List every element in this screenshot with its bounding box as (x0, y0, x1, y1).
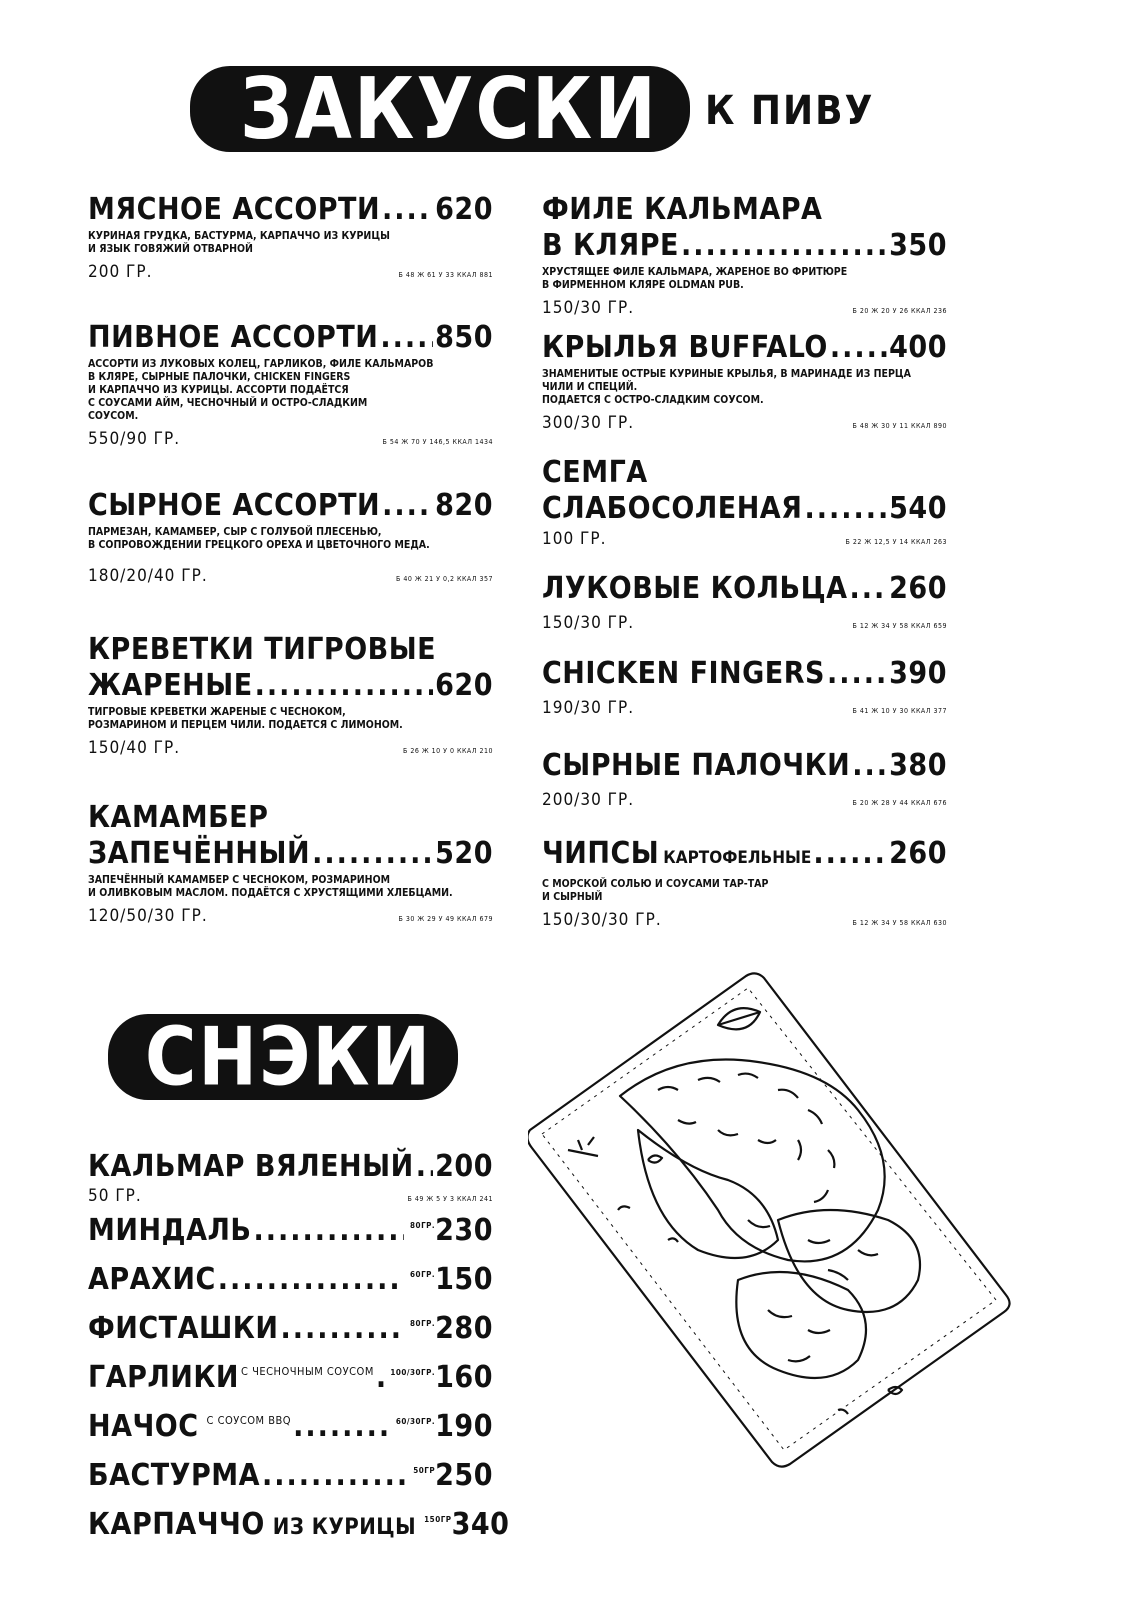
item-name: СЫРНЫЕ ПАЛОЧКИ (542, 748, 851, 783)
item-nutrition: Б 41 Ж 10 У 30 ККАЛ 377 (852, 707, 947, 715)
item-grams: 80ГР. (410, 1319, 436, 1328)
item-weight: 300/30 ГР. (542, 413, 635, 433)
item-weight: 150/30/30 ГР. (542, 910, 662, 930)
item-nutrition: Б 48 Ж 61 У 33 ККАЛ 881 (398, 271, 493, 279)
item-note: ИЗ КУРИЦЫ (272, 1515, 417, 1540)
leader-dots (852, 748, 887, 784)
item-price: 520 (435, 836, 493, 871)
item-name-line1: ФИЛЕ КАЛЬМАРА (542, 192, 823, 227)
item-name-line1: СЕМГА (542, 455, 648, 490)
leader-dots (280, 1308, 404, 1350)
item-price: 390 (889, 656, 947, 691)
item-name: БАСТУРМА (88, 1458, 261, 1493)
snack-item (88, 1308, 493, 1357)
item-price: 350 (889, 228, 947, 263)
item-description: АССОРТИ ИЗ ЛУКОВЫХ КОЛЕЦ, ГАРЛИКОВ, ФИЛЕ КАЛЬМАРОВ В КЛЯРЕ, СЫРНЫЕ ПАЛОЧКИ, CHICKEN FINGERS И КАРПАЧЧО ИЗ КУРИЦЫ. АССОРТИ ПОДАЁТСЯ С СОУСАМИ АЙМ, ЧЕСНОЧНЫЙ И ОСТРО-СЛАДКИМ СОУСОМ. (88, 358, 434, 422)
item-name-line1: КАМАМБЕР (88, 800, 269, 835)
chicken-wings-icon (528, 970, 1018, 1470)
item-name-line1: КРЕВЕТКИ ТИГРОВЫЕ (88, 632, 437, 667)
leader-dots (312, 836, 433, 872)
leader-dots (382, 488, 433, 524)
snack-item (88, 1504, 510, 1553)
item-price: 200 (435, 1149, 493, 1184)
item-price: 160 (435, 1360, 493, 1395)
item-name: АРАХИС (88, 1262, 216, 1297)
item-price: 620 (435, 668, 493, 703)
item-nutrition: Б 40 Ж 21 У 0,2 ККАЛ 357 (396, 575, 493, 583)
item-name: КАЛЬМАР ВЯЛЕНЫЙ (88, 1149, 414, 1184)
leader-dots (830, 330, 887, 366)
item-price: 230 (435, 1213, 493, 1248)
item-name: КРЫЛЬЯ BUFFALO (542, 330, 828, 365)
item-name: В КЛЯРЕ (542, 228, 679, 263)
item-nutrition: Б 49 Ж 5 У 3 ККАЛ 241 (407, 1195, 493, 1203)
item-weight: 150/30 ГР. (542, 298, 635, 318)
item-name: НАЧОС (88, 1409, 199, 1444)
item-weight: 550/90 ГР. (88, 429, 181, 449)
item-weight: 150/40 ГР. (88, 738, 181, 758)
item-grams: 60ГР. (410, 1270, 436, 1279)
menu-item (542, 192, 947, 318)
leader-dots (255, 668, 434, 704)
snack-item (88, 1455, 493, 1504)
item-grams: 150ГР (424, 1515, 452, 1524)
menu-item (88, 800, 493, 926)
leader-dots (218, 1259, 404, 1301)
item-price: 380 (889, 748, 947, 783)
menu-item (88, 632, 493, 758)
item-name: СЛАБОСОЛЕНАЯ (542, 491, 803, 526)
leader-dots (827, 656, 887, 692)
item-price: 400 (889, 330, 947, 365)
item-name: ЖАРЕНЫЕ (88, 668, 253, 703)
item-weight: 200 ГР. (88, 262, 153, 282)
leader-dots (380, 320, 433, 356)
item-description: ПАРМЕЗАН, КАМАМБЕР, СЫР С ГОЛУБОЙ ПЛЕСЕНЬЮ, В СОПРОВОЖДЕНИИ ГРЕЦКОГО ОРЕХА И ЦВЕТОЧНОГО МЕДА. (88, 526, 430, 551)
item-price: 340 (451, 1507, 510, 1542)
item-note: С ЧЕСНОЧНЫМ СОУСОМ (241, 1365, 374, 1378)
item-name: ГАРЛИКИ (88, 1360, 240, 1395)
item-note: С СОУСОМ BBQ (206, 1414, 292, 1427)
leader-dots (293, 1406, 390, 1448)
item-price: 260 (889, 836, 947, 871)
leader-dots (416, 1148, 433, 1186)
item-price: 190 (435, 1409, 493, 1444)
leader-dots (813, 836, 887, 872)
leader-dots (850, 571, 888, 607)
item-nutrition: Б 20 Ж 20 У 26 ККАЛ 236 (852, 307, 947, 315)
leader-dots (804, 491, 887, 527)
item-weight: 100 ГР. (542, 529, 607, 549)
item-name: ЧИПСЫ (542, 836, 660, 871)
item-grams: 80ГР. (410, 1221, 436, 1230)
item-weight: 200/30 ГР. (542, 790, 635, 810)
leader-dots (382, 192, 433, 228)
item-description: КУРИНАЯ ГРУДКА, БАСТУРМА, КАРПАЧЧО ИЗ КУРИЦЫ И ЯЗЫК ГОВЯЖИЙ ОТВАРНОЙ (88, 230, 390, 255)
item-name: КАРПАЧЧО (88, 1507, 265, 1542)
item-nutrition: Б 12 Ж 34 У 58 ККАЛ 659 (852, 622, 947, 630)
section-title-snacks: СНЭКИ (145, 1009, 433, 1105)
item-nutrition: Б 22 Ж 12,5 У 14 ККАЛ 263 (845, 538, 947, 546)
section-subtitle: К ПИВУ (705, 88, 875, 134)
item-name-small: КАРТОФЕЛЬНЫЕ (663, 848, 812, 868)
item-description: ЗАПЕЧЁННЫЙ КАМАМБЕР С ЧЕСНОКОМ, РОЗМАРИНОМ И ОЛИВКОВЫМ МАСЛОМ. ПОДАЁТСЯ С ХРУСТЯЩИМИ ХЛЕБЦАМИ. (88, 874, 453, 899)
menu-item (88, 488, 493, 586)
item-weight: 180/20/40 ГР. (88, 566, 208, 586)
leader-dots (262, 1455, 407, 1497)
item-nutrition: Б 48 Ж 30 У 11 ККАЛ 890 (852, 422, 947, 430)
item-weight: 150/30 ГР. (542, 613, 635, 633)
item-nutrition: Б 20 Ж 28 У 44 ККАЛ 676 (852, 799, 947, 807)
section-title-zakuski: ЗАКУСКИ (240, 59, 659, 159)
item-price: 280 (435, 1311, 493, 1346)
item-name: МИНДАЛЬ (88, 1213, 252, 1248)
item-nutrition: Б 54 Ж 70 У 146,5 ККАЛ 1434 (382, 438, 493, 446)
item-description: ТИГРОВЫЕ КРЕВЕТКИ ЖАРЕНЫЕ С ЧЕСНОКОМ, РОЗМАРИНОМ И ПЕРЦЕМ ЧИЛИ. ПОДАЕТСЯ С ЛИМОНОМ. (88, 706, 403, 731)
item-weight: 50 ГР. (88, 1186, 142, 1206)
item-price: 850 (435, 320, 493, 355)
item-name: МЯСНОЕ АССОРТИ (88, 192, 381, 227)
item-name: ПИВНОЕ АССОРТИ (88, 320, 379, 355)
item-grams: 50ГР (413, 1466, 436, 1475)
item-description: ХРУСТЯЩЕЕ ФИЛЕ КАЛЬМАРА, ЖАРЕНОЕ ВО ФРИТЮРЕ В ФИРМЕННОМ КЛЯРЕ OLDMAN PUB. (542, 266, 848, 291)
item-name: CHICKEN FINGERS (542, 656, 825, 691)
item-nutrition: Б 26 Ж 10 У 0 ККАЛ 210 (403, 747, 493, 755)
item-description: ЗНАМЕНИТЫЕ ОСТРЫЕ КУРИНЫЕ КРЫЛЬЯ, В МАРИНАДЕ ИЗ ПЕРЦА ЧИЛИ И СПЕЦИЙ. ПОДАЕТСЯ С ОСТРО-СЛАДКИМ СОУСОМ. (542, 368, 911, 406)
leader-dots (253, 1210, 404, 1252)
item-nutrition: Б 12 Ж 34 У 58 ККАЛ 630 (852, 919, 947, 927)
menu-item (542, 330, 947, 433)
item-name: ФИСТАШКИ (88, 1311, 279, 1346)
menu-item (88, 320, 493, 449)
item-grams: 100/30ГР. (390, 1368, 436, 1377)
snack-item (88, 1259, 493, 1308)
menu-item (88, 192, 493, 282)
snack-item (88, 1210, 493, 1259)
item-name: ЗАПЕЧЁННЫЙ (88, 836, 311, 871)
item-name: ЛУКОВЫЕ КОЛЬЦА (542, 571, 848, 606)
leader-dots (376, 1357, 385, 1399)
item-price: 620 (435, 192, 493, 227)
item-description: С МОРСКОЙ СОЛЬЮ И СОУСАМИ ТАР-ТАР И СЫРНЫЙ (542, 878, 769, 903)
item-price: 540 (889, 491, 947, 526)
item-price: 820 (435, 488, 493, 523)
menu-item (542, 571, 947, 633)
menu-item (542, 748, 947, 810)
leader-dots (681, 228, 887, 264)
item-grams: 60/30ГР. (395, 1417, 436, 1426)
snack-item (88, 1406, 493, 1455)
menu-item (542, 656, 947, 718)
item-name: СЫРНОЕ АССОРТИ (88, 488, 381, 523)
snack-list (88, 1148, 510, 1553)
item-price: 250 (435, 1458, 493, 1493)
menu-item (542, 455, 947, 549)
item-weight: 120/50/30 ГР. (88, 906, 208, 926)
menu-item (542, 836, 947, 930)
item-price: 150 (435, 1262, 493, 1297)
item-price: 260 (889, 571, 947, 606)
snack-item (88, 1357, 493, 1406)
item-nutrition: Б 30 Ж 29 У 49 ККАЛ 679 (398, 915, 493, 923)
snack-item (88, 1148, 493, 1186)
item-weight: 190/30 ГР. (542, 698, 635, 718)
